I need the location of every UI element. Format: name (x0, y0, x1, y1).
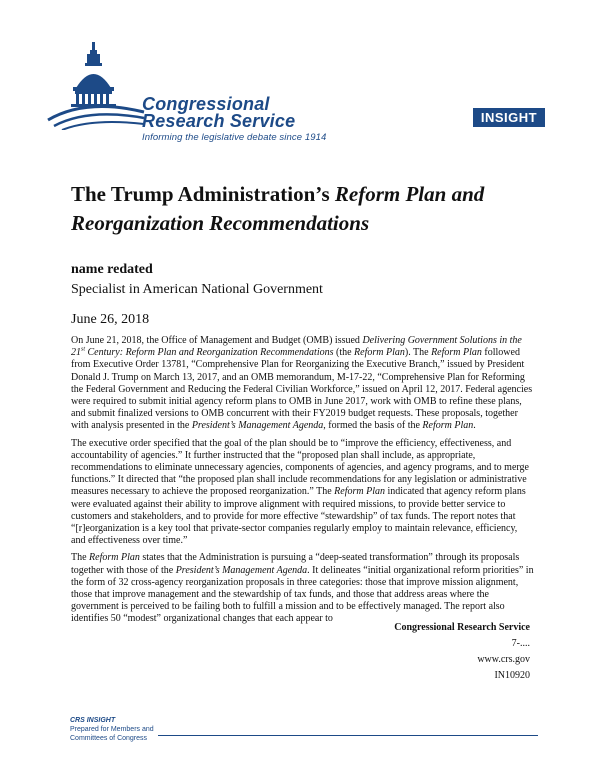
author-name: name redated (71, 262, 153, 277)
p1-text-l: . (473, 420, 476, 432)
p1-reform-plan-2: Reform Plan (431, 347, 482, 359)
p3-text-c: states that the Administration is pursuing a “deep-seated transformation” through its proposals together with those of the (71, 552, 520, 576)
source-code: 7-.... (511, 638, 530, 649)
p1-text-j: , formed the basis of the (323, 420, 423, 432)
paragraph-3 (71, 552, 534, 625)
footer-line-1: CRS INSIGHT (70, 717, 116, 724)
capitol-dome-logo-icon (46, 40, 146, 130)
p1-reform-plan-3: Reform Plan (422, 420, 474, 432)
p1-text-f: ). The (404, 347, 432, 359)
p1-report-title-b: Century: Reform Plan and Reorganization Recommendations (85, 347, 334, 359)
footer-line-2: Prepared for Members and (70, 726, 154, 733)
crs-logo-text (142, 96, 326, 143)
p1-pma: President’s Management Agenda (191, 420, 324, 432)
document-title (71, 180, 561, 238)
insight-badge: INSIGHT (473, 108, 545, 127)
p2-text-a: The executive order specified that the goal of the plan should be to “improve the efficiency, effectiveness, and accountability of agencies.” It further instructed that the “proposed plan shall include, as appropriate, recommendations to eliminate unnecessary agencies, components of agencies, and agency programs, and to merge functions.” It directed that “the proposed plan shall include recommendations for any legislation or administrative measures necessary to achieve the proposed reorganization.” The (71, 437, 529, 498)
p3-pma: President’s Management Agenda (175, 564, 308, 576)
p1-text-a: On June 21, 2018, the Office of Management and Budget (OMB) issued (71, 335, 363, 346)
source-org: Congressional Research Service (394, 622, 530, 633)
author-title: Specialist in American National Government (71, 282, 323, 297)
source-id: IN10920 (494, 670, 530, 681)
footer-line-3: Committees of Congress (70, 735, 148, 742)
p3-text-a: The (71, 552, 90, 564)
title-italic-2: Reorganization Recommendations (71, 211, 370, 235)
publication-date: June 26, 2018 (71, 312, 150, 327)
footer (70, 716, 154, 743)
body-text (71, 335, 534, 631)
p1-report-title-a: Delivering Government Solutions in the 21 (71, 335, 522, 359)
p3-text-e: . It delineates “initial organizational reform priorities” in the form of 32 cross-agency reorganization proposals in three categories: those that improve mission alignment, those that improve management and the stewardship of tax funds, and those that address areas where the government is perceived to be failing both to fulfill a mission and to be effectively managed. The report also identifies 50 “modest” organizational changes that each appear to (71, 564, 534, 625)
p1-reform-plan-1: Reform Plan (354, 347, 405, 359)
title-plain: The Trump Administration’s (71, 182, 335, 206)
footer-divider (158, 735, 538, 736)
source-url[interactable]: www.crs.gov (477, 654, 530, 665)
paragraph-2 (71, 438, 534, 548)
title-italic-1: Reform Plan and (334, 182, 485, 206)
p1-superscript: st (81, 346, 86, 353)
logo-tagline: Informing the legislative debate since 1914 (142, 132, 327, 143)
p1-text-h: followed from Executive Order 13781, “Comprehensive Plan for Reorganizing the Executive Branch,” issued by President Donald J. Trump on March 13, 2017, and an OMB memorandum, M-17-22, “Comprehensive Plan for Reforming the Federal Government and Reducing the Federal Civilian Workforce,” issued on April 12, 2017. Federal agencies were required to submit initial agency reform plans to OMB in June 2017, work with OMB to refine these plans, and submit finalized versions to OMB concurrent with their FY2019 budget requests. These proposals, together with analysis presented in the (71, 347, 533, 432)
p2-reform-plan: Reform Plan (334, 486, 385, 498)
paragraph-1 (71, 335, 534, 433)
p2-text-c: indicated that agency reform plans were evaluated against their ability to improve alignment with required missions, to provide better service to customers and stakeholders, and to provide for more effective “stewardship” of tax funds. The report notes that “[r]eorganization is a key tool that private-sector companies regularly employ to maintain relevance, efficiency, and effectiveness over time.” (71, 486, 526, 547)
logo-line-1: Congressional (142, 94, 270, 114)
logo-line-2: Research Service (142, 111, 296, 131)
p3-reform-plan: Reform Plan (89, 552, 140, 564)
source-block (394, 620, 530, 684)
p1-text-d: (the (333, 347, 355, 359)
